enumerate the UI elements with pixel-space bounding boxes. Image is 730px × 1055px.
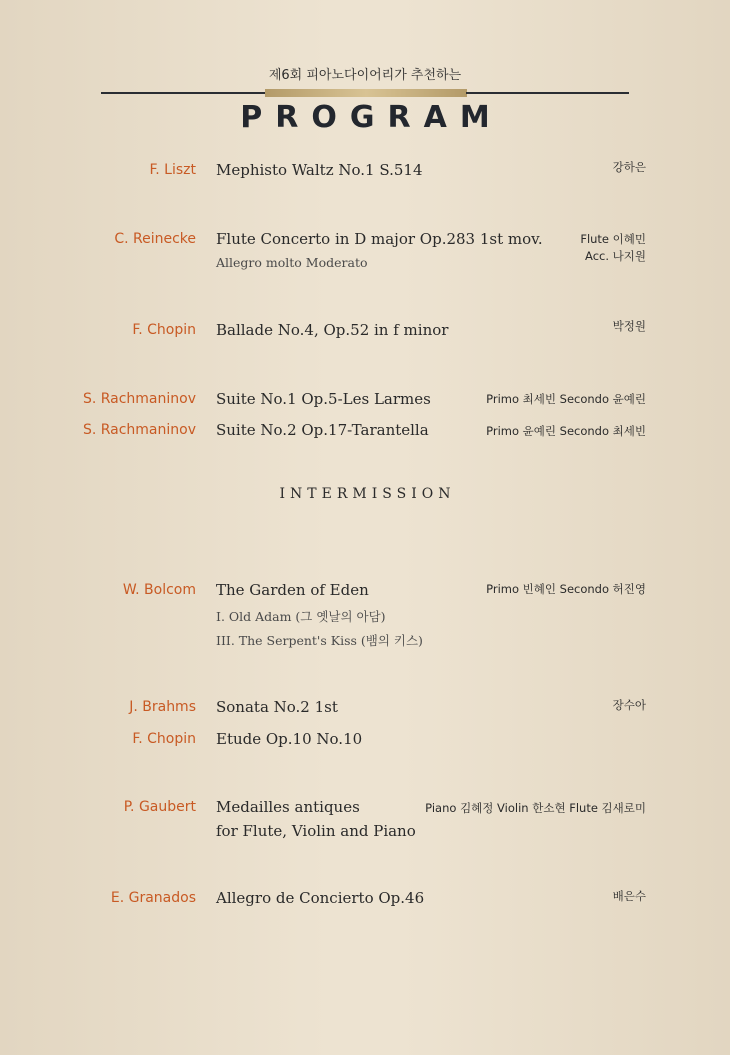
work-movement: Allegro molto Moderato bbox=[216, 255, 368, 270]
work-movement: I. Old Adam (그 옛날의 아담) bbox=[216, 609, 386, 624]
composer-name: S. Rachmaninov bbox=[82, 422, 196, 438]
work-title: Suite No.1 Op.5-Les Larmes bbox=[216, 390, 431, 408]
intermission-heading: INTERMISSION bbox=[279, 486, 456, 502]
work-title: Suite No.2 Op.17-Tarantella bbox=[216, 421, 429, 439]
performer: Piano 김혜정 Violin 한소현 Flute 김새로미 bbox=[425, 801, 646, 815]
composer-name: F. Chopin bbox=[132, 731, 196, 747]
work-movement: III. The Serpent's Kiss (뱀의 키스) bbox=[216, 633, 423, 648]
work-title: Etude Op.10 No.10 bbox=[216, 730, 363, 748]
work-title: Medailles antiques bbox=[216, 798, 360, 816]
work-title: Sonata No.2 1st bbox=[216, 698, 338, 716]
work-title-continued: for Flute, Violin and Piano bbox=[216, 822, 416, 840]
composer-name: P. Gaubert bbox=[123, 799, 196, 815]
performer: 박정원 bbox=[612, 319, 646, 333]
performer: 장수아 bbox=[612, 698, 646, 712]
header-rule-left bbox=[101, 92, 266, 94]
composer-name: F. Chopin bbox=[132, 322, 196, 338]
composer-name: J. Brahms bbox=[129, 699, 196, 715]
work-title: Allegro de Concierto Op.46 bbox=[216, 889, 425, 907]
header-subtitle: 제6회 피아노다이어리가 추천하는 bbox=[268, 68, 462, 83]
performer: Primo 윤예린 Secondo 최세빈 bbox=[486, 424, 646, 438]
composer-name: E. Granados bbox=[110, 890, 196, 906]
performer: Primo 빈혜인 Secondo 허진영 bbox=[486, 582, 646, 596]
work-title: The Garden of Eden bbox=[216, 581, 369, 599]
composer-name: F. Liszt bbox=[149, 162, 196, 178]
performer-flute: Flute 이혜민 bbox=[580, 232, 646, 246]
work-title: Mephisto Waltz No.1 S.514 bbox=[216, 161, 423, 179]
work-title: Flute Concerto in D major Op.283 1st mov. bbox=[216, 230, 543, 248]
header-rule-right bbox=[466, 92, 629, 94]
composer-name: S. Rachmaninov bbox=[82, 391, 196, 407]
performer-accompanist: Acc. 나지원 bbox=[585, 249, 646, 263]
header-rule-gold bbox=[265, 89, 467, 97]
work-title: Ballade No.4, Op.52 in f minor bbox=[216, 321, 449, 339]
performer: 강하은 bbox=[612, 160, 646, 174]
composer-name: W. Bolcom bbox=[122, 582, 196, 598]
performer: 배은수 bbox=[612, 889, 646, 903]
performer: Primo 최세빈 Secondo 윤예린 bbox=[486, 392, 646, 406]
composer-name: C. Reinecke bbox=[114, 231, 196, 247]
page-title: PROGRAM bbox=[240, 100, 503, 135]
